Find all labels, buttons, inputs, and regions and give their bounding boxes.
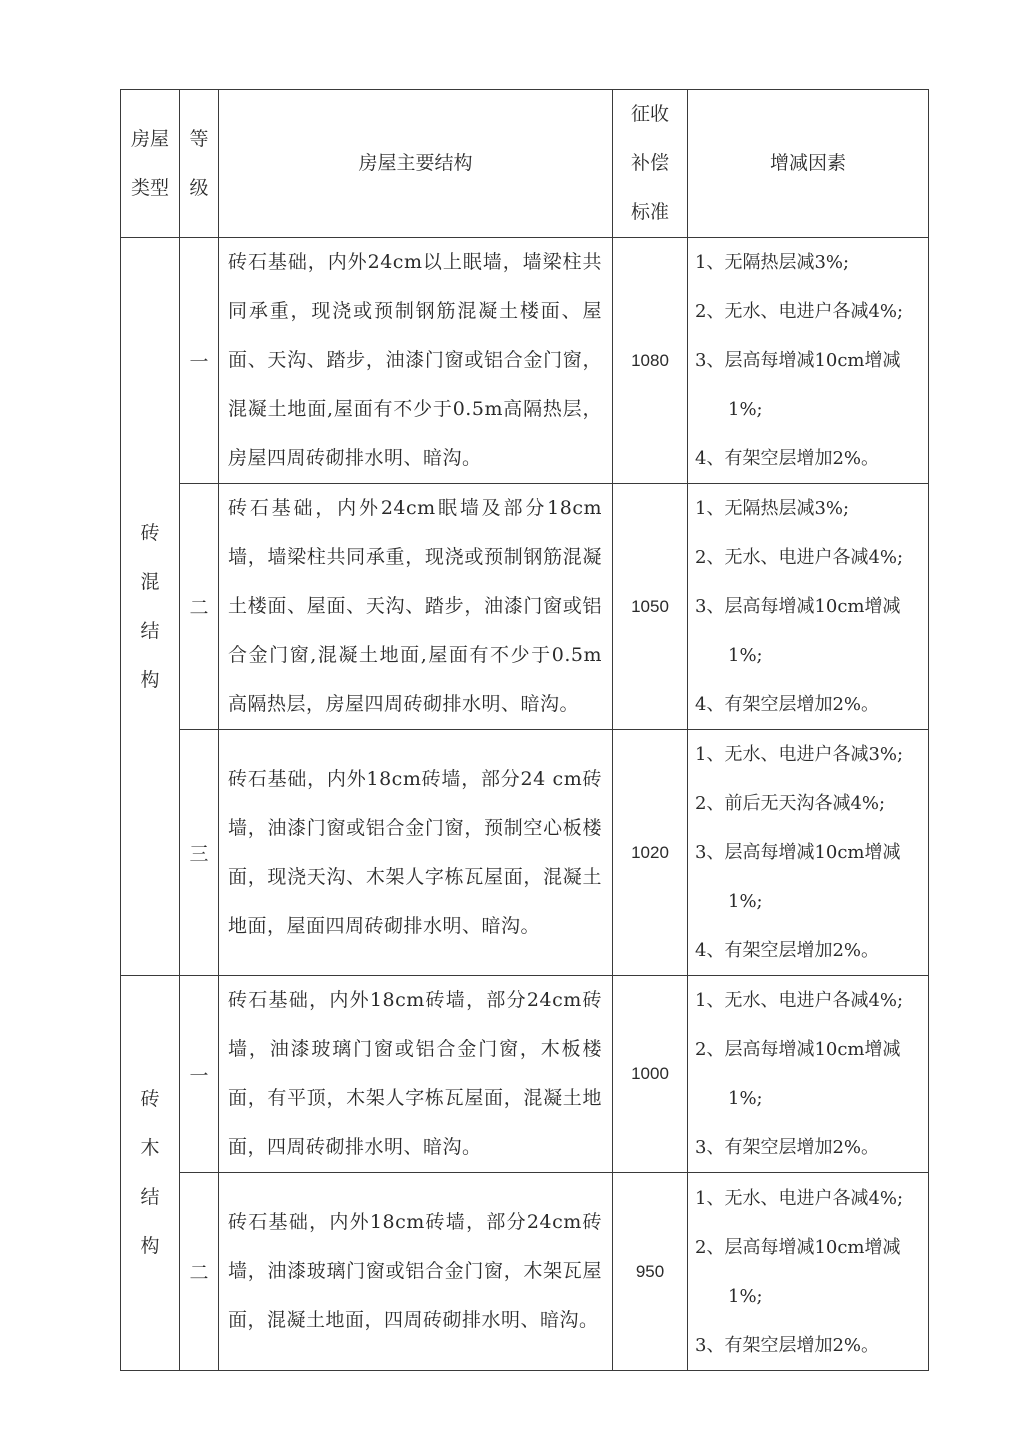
price-cell: 1050 [613,484,688,730]
compensation-table [120,89,929,1371]
house-type-brick-wood: 砖 木 结 构 [121,976,180,1371]
table-row [121,238,929,484]
grade-cell: 一 [180,238,219,484]
price-cell: 1080 [613,238,688,484]
header-grade: 等 级 [180,90,219,238]
header-factors: 增减因素 [688,90,929,238]
factors-cell: 1、无隔热层减3%; 2、无水、电进户各减4%; 3、层高每增减10cm增减 1%; 4、有架空层增加2%。 [688,484,929,730]
factors-cell: 1、无水、电进户各减3%; 2、前后无天沟各减4%; 3、层高每增减10cm增减 1%; 4、有架空层增加2%。 [688,730,929,976]
house-type-brick-concrete: 砖 混 结 构 [121,238,180,976]
price-cell: 1000 [613,976,688,1173]
grade-cell: 三 [180,730,219,976]
table-row [121,484,929,730]
factors-cell: 1、无水、电进户各减4%; 2、层高每增减10cm增减 1%; 3、有架空层增加2%。 [688,1173,929,1371]
table-row [121,730,929,976]
table-row [121,1173,929,1371]
structure-cell: 砖石基础，内外18cm砖墙，部分24cm砖墙，油漆玻璃门窗或铝合金门窗，木架瓦屋面，混凝土地面，四周砖砌排水明、暗沟。 [219,1173,613,1371]
structure-cell: 砖石基础，内外18cm砖墙，部分24 cm砖墙，油漆门窗或铝合金门窗，预制空心板楼面，现浇天沟、木架人字栋瓦屋面，混凝土地面，屋面四周砖砌排水明、暗沟。 [219,730,613,976]
table-row [121,976,929,1173]
grade-cell: 二 [180,1173,219,1371]
price-cell: 1020 [613,730,688,976]
structure-cell: 砖石基础，内外18cm砖墙，部分24cm砖墙，油漆玻璃门窗或铝合金门窗，木板楼面，有平顶，木架人字栋瓦屋面，混凝土地面，四周砖砌排水明、暗沟。 [219,976,613,1173]
grade-cell: 二 [180,484,219,730]
header-price: 征收 补偿 标准 [613,90,688,238]
factors-cell: 1、无水、电进户各减4%; 2、层高每增减10cm增减 1%; 3、有架空层增加2%。 [688,976,929,1173]
factors-cell: 1、无隔热层减3%; 2、无水、电进户各减4%; 3、层高每增减10cm增减 1%; 4、有架空层增加2%。 [688,238,929,484]
header-type: 房屋 类型 [121,90,180,238]
grade-cell: 一 [180,976,219,1173]
header-row [121,90,929,238]
price-cell: 950 [613,1173,688,1371]
header-structure: 房屋主要结构 [219,90,613,238]
structure-cell: 砖石基础，内外24cm以上眠墙，墙梁柱共同承重，现浇或预制钢筋混凝土楼面、屋面、天沟、踏步，油漆门窗或铝合金门窗，混凝土地面,屋面有不少于0.5m高隔热层，房屋四周砖砌排水明、暗沟。 [219,238,613,484]
structure-cell: 砖石基础，内外24cm眠墙及部分18cm墙，墙梁柱共同承重，现浇或预制钢筋混凝土楼面、屋面、天沟、踏步，油漆门窗或铝合金门窗,混凝土地面,屋面有不少于0.5m高隔热层，房屋四周砖砌排水明、暗沟。 [219,484,613,730]
